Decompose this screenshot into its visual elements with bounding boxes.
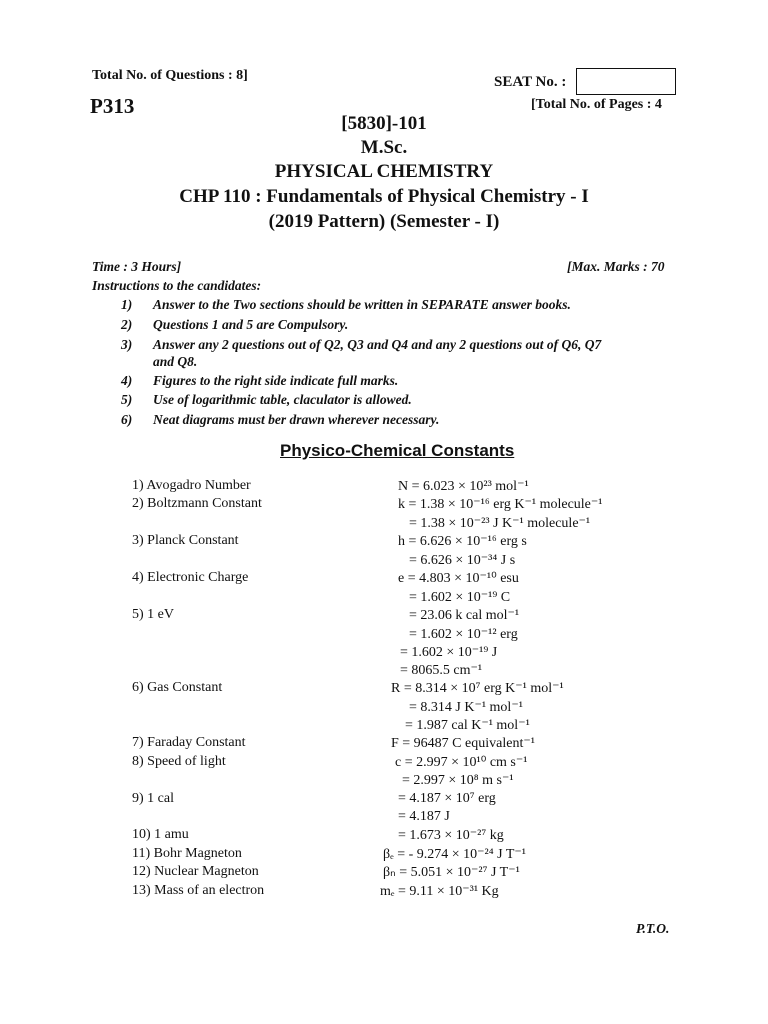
total-questions: Total No. of Questions : 8] [92, 68, 248, 83]
constant-value: = 1.38 × 10⁻²³ J K⁻¹ molecule⁻¹ [409, 516, 591, 531]
constant-value: = 2.997 × 10⁸ m s⁻¹ [402, 773, 514, 788]
constant-value: βₑ = - 9.274 × 10⁻²⁴ J T⁻¹ [383, 847, 526, 862]
instruction-text: Answer to the Two sections should be written in SEPARATE answer books. [153, 297, 571, 312]
constant-value: = 6.626 × 10⁻³⁴ J s [409, 553, 516, 568]
constant-value: R = 8.314 × 10⁷ erg K⁻¹ mol⁻¹ [391, 681, 564, 696]
constant-value: N = 6.023 × 10²³ mol⁻¹ [398, 479, 529, 494]
constant-value: c = 2.997 × 10¹⁰ cm s⁻¹ [395, 755, 528, 770]
constants-heading: Physico-Chemical Constants [280, 441, 515, 460]
exam-code: [5830]-101 [341, 113, 427, 134]
constant-value: = 4.187 × 10⁷ erg [398, 791, 496, 806]
paper-code: P313 [90, 94, 135, 118]
constant-value: = 1.602 × 10⁻¹² erg [409, 627, 518, 642]
constant-value: F = 96487 C equivalent⁻¹ [391, 736, 535, 751]
subject: PHYSICAL CHEMISTRY [274, 161, 494, 182]
constant-value: = 1.987 cal K⁻¹ mol⁻¹ [405, 718, 530, 733]
constant-name: 8) Speed of light [132, 754, 226, 769]
constant-name: 7) Faraday Constant [132, 735, 246, 750]
instruction-number: 6) [121, 412, 133, 427]
course-title: CHP 110 : Fundamentals of Physical Chemistry - I [179, 186, 589, 207]
constant-value: = 1.602 × 10⁻¹⁹ C [409, 590, 511, 605]
constant-name: 3) Planck Constant [132, 533, 239, 548]
constant-name: 11) Bohr Magneton [132, 846, 242, 861]
constant-name: 13) Mass of an electron [132, 883, 265, 898]
constant-name: 9) 1 cal [132, 791, 174, 806]
seat-no-box [576, 68, 676, 95]
constant-value: mₑ = 9.11 × 10⁻³¹ Kg [380, 884, 499, 899]
instruction-number: 1) [121, 297, 133, 312]
pto-label: P.T.O. [636, 921, 670, 936]
instruction-text: Figures to the right side indicate full marks. [153, 373, 399, 388]
constant-value: = 8.314 J K⁻¹ mol⁻¹ [409, 700, 523, 715]
constant-name: 2) Boltzmann Constant [132, 496, 262, 511]
instruction-number: 2) [121, 317, 133, 332]
constant-value: = 1.673 × 10⁻²⁷ kg [398, 828, 504, 843]
constant-value: = 4.187 J [398, 809, 450, 824]
constant-value: h = 6.626 × 10⁻¹⁶ erg s [398, 534, 527, 549]
seat-no-label: SEAT No. : [494, 74, 567, 90]
instruction-text: and Q8. [153, 354, 198, 369]
pattern: (2019 Pattern) (Semester - I) [268, 211, 500, 232]
degree: M.Sc. [360, 137, 408, 158]
instructions-heading: Instructions to the candidates: [92, 278, 262, 293]
constant-name: 1) Avogadro Number [132, 478, 251, 493]
constant-value: k = 1.38 × 10⁻¹⁶ erg K⁻¹ molecule⁻¹ [398, 497, 603, 512]
instruction-number: 3) [121, 337, 133, 352]
instruction-text: Neat diagrams must ber drawn wherever necessary. [153, 412, 440, 427]
instruction-number: 5) [121, 392, 133, 407]
total-pages: [Total No. of Pages : 4 [531, 97, 662, 112]
constant-name: 4) Electronic Charge [132, 570, 249, 585]
instruction-text: Answer any 2 questions out of Q2, Q3 and Q4 and any 2 questions out of Q6, Q7 [153, 337, 602, 352]
constant-value: e = 4.803 × 10⁻¹⁰ esu [398, 571, 519, 586]
max-marks: [Max. Marks : 70 [567, 259, 665, 274]
constant-value: = 8065.5 cm⁻¹ [400, 663, 483, 678]
constant-name: 5) 1 eV [132, 607, 174, 622]
instruction-number: 4) [121, 373, 133, 388]
constant-name: 12) Nuclear Magneton [132, 864, 259, 879]
constant-name: 10) 1 amu [132, 827, 189, 842]
constant-value: = 23.06 k cal mol⁻¹ [409, 608, 520, 623]
constant-value: = 1.602 × 10⁻¹⁹ J [400, 645, 498, 660]
constant-name: 6) Gas Constant [132, 680, 223, 695]
time-allowed: Time : 3 Hours] [92, 259, 182, 274]
constant-value: βₙ = 5.051 × 10⁻²⁷ J T⁻¹ [383, 865, 520, 880]
instruction-text: Questions 1 and 5 are Compulsory. [153, 317, 349, 332]
instruction-text: Use of logarithmic table, claculator is allowed. [153, 392, 412, 407]
